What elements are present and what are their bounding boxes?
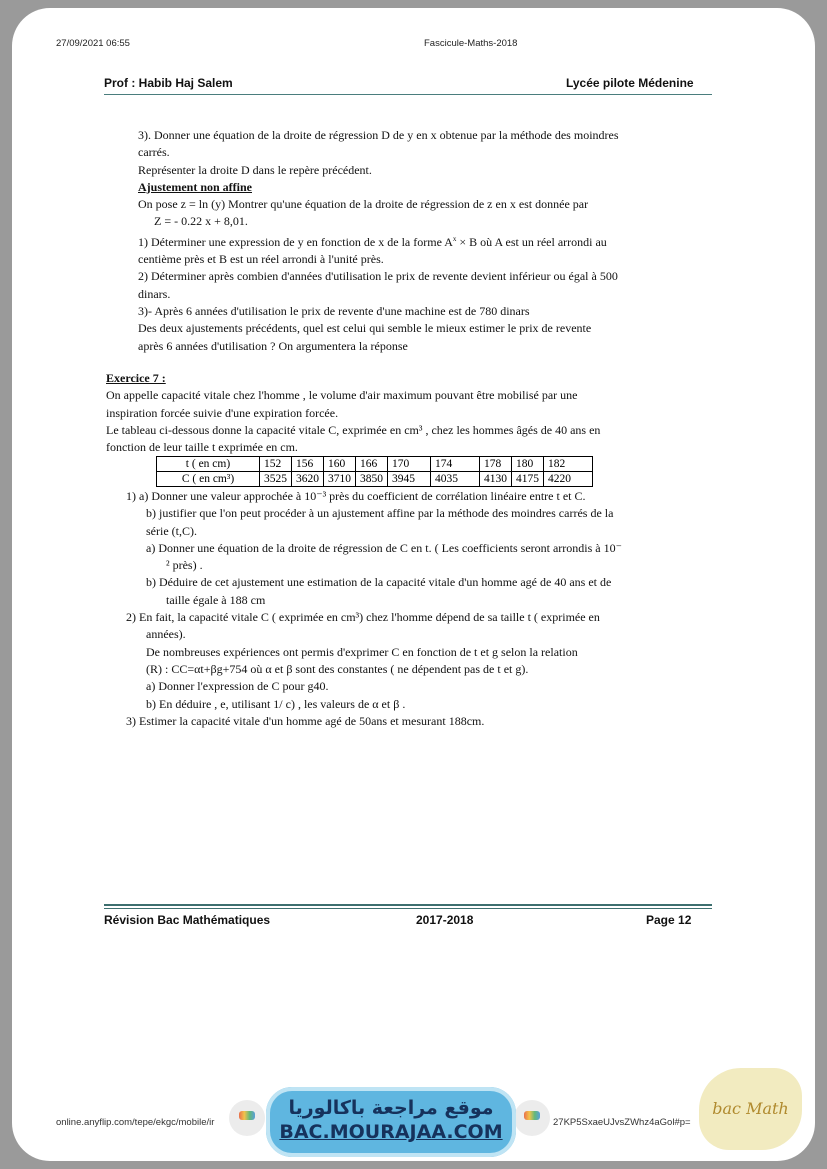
exercise7-questions (126, 488, 711, 730)
banner-link[interactable]: BAC.MOURAJAA.COM (279, 1121, 503, 1143)
table-cell: 170 (388, 457, 431, 472)
text-line: (R) : CC=αt+βg+754 où α et β sont des constantes ( ne dépendent pas de t et g). (146, 661, 529, 676)
footer-page: Page 12 (646, 913, 692, 927)
site-banner[interactable] (266, 1087, 516, 1157)
section-title: Ajustement non affine (138, 179, 252, 194)
text-line: Des deux ajustements précédents, quel est celui qui semble le mieux estimer le prix de revente (138, 321, 592, 336)
text-line: Représenter la droite D dans le repère précédent. (138, 162, 372, 177)
table-cell: 178 (480, 457, 512, 472)
text-line: a) Donner une équation de la droite de régression de C en t. ( Les coefficients seront arrondis à 10⁻ (146, 540, 622, 555)
text-line: Le tableau ci-dessous donne la capacité vitale C, exprimée en cm³ , chez les hommes âgés de 40 ans en (106, 422, 601, 437)
table-cell: 3945 (388, 472, 431, 487)
header-author: Prof : Habib Haj Salem (104, 76, 233, 90)
text-line: b) justifier que l'on peut procéder à un ajustement affine par la méthode des moindres carrés de la (146, 506, 614, 521)
footer-rule (104, 904, 712, 906)
text-line: fonction de leur taille t exprimée en cm. (106, 440, 298, 455)
footer-year: 2017-2018 (416, 913, 474, 927)
data-table (156, 456, 593, 487)
table-cell: 3710 (324, 472, 356, 487)
equation-line: Z = - 0.22 x + 8,01. (154, 214, 248, 229)
text-line: 3) Estimer la capacité vitale d'un homme agé de 50ans et mesurant 188cm. (126, 713, 485, 728)
text-line: 2) En fait, la capacité vitale C ( exprimée en cm³) chez l'homme dépend de sa taille t ( exprimée en (126, 610, 600, 625)
table-cell: 180 (512, 457, 544, 472)
part1-block (138, 127, 718, 355)
banner-arabic: موقع مراجعة باكالوريا (288, 1097, 494, 1119)
exercise7-intro (106, 370, 716, 456)
text-line: 3). Donner une équation de la droite de régression D de y en x obtenue par la méthode des moindres (138, 128, 619, 142)
table-cell: 4175 (512, 472, 544, 487)
table-cell: 3525 (260, 472, 292, 487)
text-line: a) Donner l'expression de C pour g40. (146, 679, 329, 694)
table-cell: 182 (544, 457, 593, 472)
table-cell: 4130 (480, 472, 512, 487)
table-cell: 3620 (292, 472, 324, 487)
text-line: taille égale à 188 cm (166, 592, 266, 607)
site-logo-icon (514, 1100, 550, 1136)
table-cell: 152 (260, 457, 292, 472)
table-cell: 4035 (431, 472, 480, 487)
table-cell: 160 (324, 457, 356, 472)
table-cell: C ( en cm³) (157, 472, 260, 487)
header-school: Lycée pilote Médenine (566, 76, 694, 90)
table-cell: 4220 (544, 472, 593, 487)
text-line: carrés. (138, 145, 170, 160)
table-cell: t ( en cm) (157, 457, 260, 472)
table-row (157, 472, 593, 487)
text-line: De nombreuses expériences ont permis d'exprimer C en fonction de t et g selon la relation (146, 644, 578, 659)
url-right[interactable]: 27KP5SxaeUJvsZWhz4aGol#p= (553, 1117, 691, 1128)
table-cell: 174 (431, 457, 480, 472)
header-rule (104, 94, 712, 95)
text-line: On pose z = ln (y) Montrer qu'une équation de la droite de régression de z en x est donnée par (138, 197, 589, 212)
table-cell: 3850 (356, 472, 388, 487)
footer-rule-thin (104, 908, 712, 909)
bac-math-logo: bac Math (699, 1068, 802, 1150)
table-cell: 156 (292, 457, 324, 472)
text-line: années). (146, 627, 186, 642)
text-line: série (t,C). (146, 523, 197, 538)
text-line: 2) Déterminer après combien d'années d'utilisation le prix de revente devient inférieur ou égal à 500 (138, 269, 618, 284)
text-line: après 6 années d'utilisation ? On argumentera la réponse (138, 338, 408, 353)
text-line: inspiration forcée suivie d'une expiration forcée. (106, 405, 339, 420)
site-logo-icon (229, 1100, 265, 1136)
text-line: dinars. (138, 286, 171, 301)
text-line: ² près) . (166, 558, 203, 573)
text-line: On appelle capacité vitale chez l'homme , le volume d'air maximum pouvant être mobilisé par une (106, 388, 578, 403)
text-line: 3)- Après 6 années d'utilisation le prix de revente d'une machine est de 780 dinars (138, 303, 530, 318)
table-row (157, 457, 593, 472)
print-timestamp: 27/09/2021 06:55 (56, 38, 130, 49)
footer-title: Révision Bac Mathématiques (104, 913, 271, 927)
text-line: 1) Déterminer une expression de y en fonction de x de la forme $A^x \times B$ où A est un réel arrondi au (138, 234, 607, 249)
url-left[interactable]: online.anyflip.com/tepe/ekgc/mobile/ir (56, 1117, 215, 1128)
text-line: 1) a) Donner une valeur approchée à 10⁻³ près du coefficient de corrélation linéaire entre t et C. (126, 489, 586, 503)
exercise-title: Exercice 7 : (106, 371, 166, 385)
text-line: centième près et B est un réel arrondi à l'unité près. (138, 252, 384, 267)
table-cell: 166 (356, 457, 388, 472)
text-line: b) Déduire de cet ajustement une estimation de la capacité vitale d'un homme agé de 40 ans et de (146, 575, 612, 590)
text-line: b) En déduire , e, utilisant 1/ c) , les valeurs de α et β . (146, 696, 406, 711)
print-doc-title: Fascicule-Maths-2018 (424, 38, 518, 49)
